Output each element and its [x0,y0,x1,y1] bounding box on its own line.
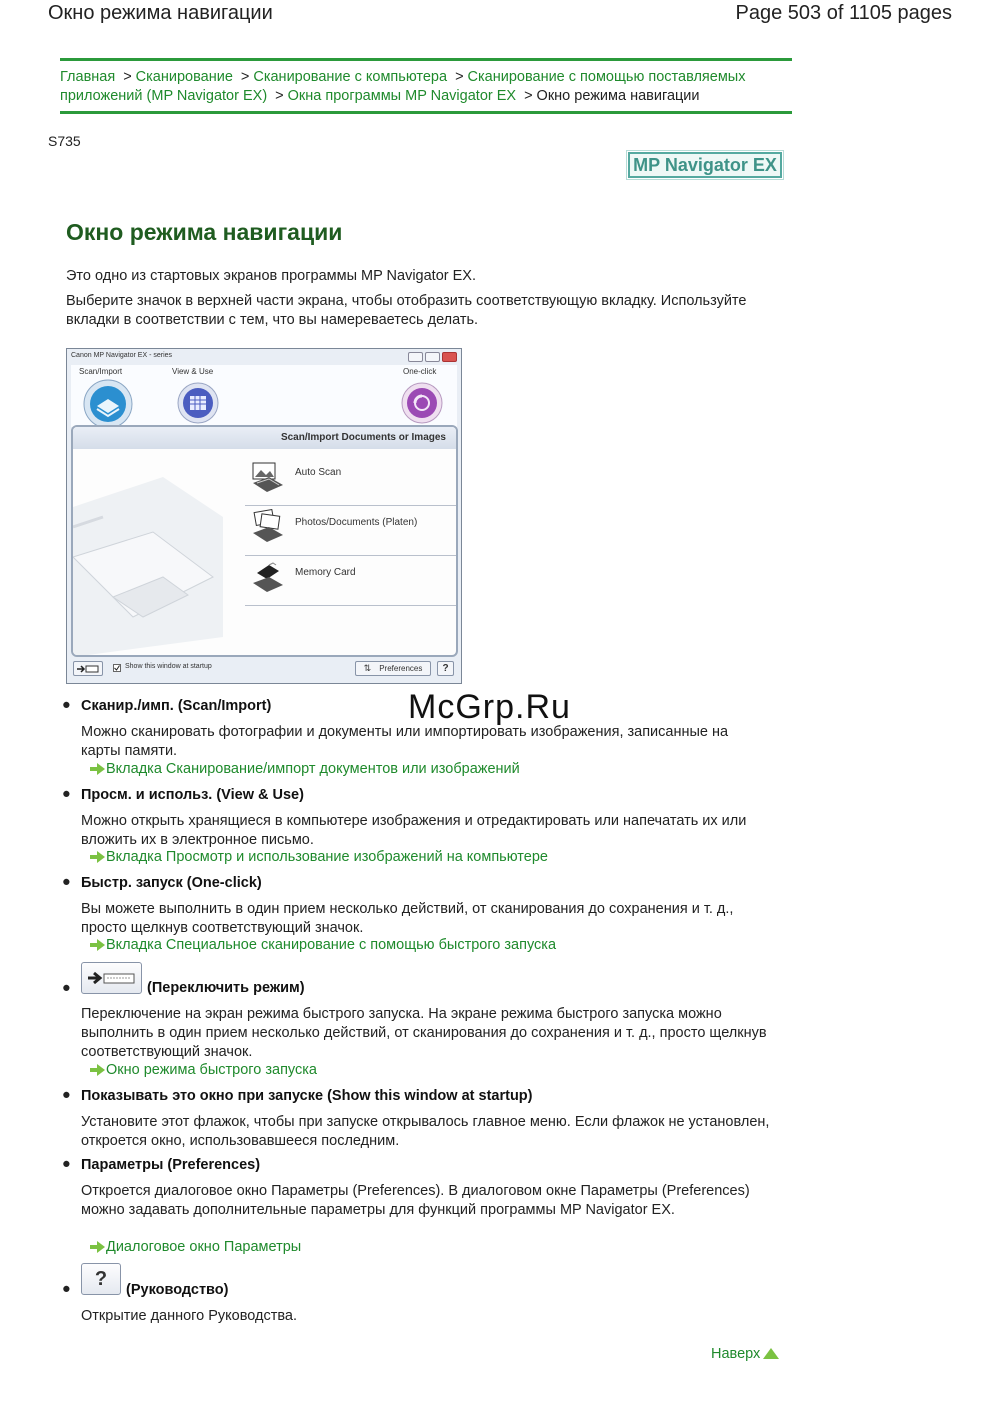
bullet: ● [62,1281,71,1297]
breadcrumb-separator: > [275,88,284,104]
breadcrumb-link-home[interactable]: Главная [60,69,116,85]
one-click-tab-icon [401,382,443,424]
item-preferences-link[interactable] [81,1239,301,1255]
help-button-screenshot: ? [437,661,454,676]
item-view-use-link-text[interactable]: Вкладка Просмотр и использование изображений на компьютере [106,849,548,865]
item-switch-mode-link[interactable] [81,1062,317,1078]
photos-documents-icon [249,509,285,545]
scanner-illustration [73,467,223,657]
preferences-label: Preferences [379,664,423,673]
back-to-top-link[interactable] [711,1346,779,1362]
window-footer [71,659,457,679]
item-view-use-link[interactable] [81,849,548,865]
tab-scan-import-label: Scan/Import [79,367,123,376]
tab-view-use-label: View & Use [172,367,214,376]
item-view-use-title: Просм. и использ. (View & Use) [81,787,304,803]
scan-import-tab-icon [83,379,133,429]
bullet: ● [62,1156,71,1172]
navigator-window-screenshot [66,348,462,684]
option-memory-card [245,557,457,606]
arrow-icon [97,939,105,951]
preferences-icon: ⇅ [363,663,372,673]
bullet: ● [62,786,71,802]
breadcrumb-separator: > [240,69,250,85]
breadcrumb-separator: > [455,69,464,85]
mode-tabs [71,365,457,427]
breadcrumb-current: Окно режима навигации [536,88,700,104]
startup-checkbox-icon [113,664,121,672]
item-switch-mode-link-text[interactable]: Окно режима быстрого запуска [106,1062,317,1078]
view-use-tab-icon [177,382,219,424]
breadcrumb-separator: > [123,69,132,85]
item-preferences-desc: Откроется диалоговое окно Параметры (Preferences). В диалоговом окне Параметры (Preferences) можно задавать дополнительные параметры для функций программы MP Navigator EX. [81,1183,750,1218]
item-scan-import-link-text[interactable]: Вкладка Сканирование/импорт документов или изображений [106,761,520,777]
up-arrow-icon [763,1348,779,1359]
item-switch-mode-title: (Переключить режим) [147,980,305,996]
item-one-click-desc: Вы можете выполнить в один прием несколько действий, от сканирования до сохранения и т. д., просто щелкнув соответствующий значок. [81,901,734,936]
page-header-title: Окно режима навигации [48,2,273,24]
page-counter: Page 503 of 1105 pages [735,2,952,24]
item-one-click-link[interactable] [81,937,556,953]
item-view-use-desc: Можно открыть хранящиеся в компьютере изображения и отредактировать или напечатать их или вложить их в электронное письмо. [81,813,747,848]
intro-paragraph-2: Выберите значок в верхней части экрана, чтобы отобразить соответствующую вкладку. Используйте вкладки в соответствии с тем, что вы намереваетесь делать. [66,293,747,328]
item-scan-import-desc: Можно сканировать фотографии и документы или импортировать изображения, записанные на карты памяти. [81,724,729,759]
page-title: Окно режима навигации [66,219,343,245]
breadcrumb-link-mp-navigator-windows[interactable]: Окна программы MP Navigator EX [287,88,517,104]
intro-paragraph-1: Это одно из стартовых экранов программы MP Navigator EX. [66,268,476,284]
bullet: ● [62,874,71,890]
watermark: McGrp.Ru [408,688,571,726]
item-show-window-title: Показывать это окно при запуске (Show this window at startup) [81,1088,533,1104]
breadcrumb-separator: > [524,88,533,104]
switch-mode-icon [82,963,143,995]
item-one-click-link-text[interactable]: Вкладка Специальное сканирование с помощью быстрого запуска [106,937,557,953]
auto-scan-label: Auto Scan [295,467,342,478]
item-switch-mode-desc: Переключение на экран режима быстрого запуска. На экране режима быстрого запуска можно выполнить в один прием несколько действий, от сканирования до сохранения и т. д., просто щелкнув соответствующий значок. [81,1006,767,1060]
product-badge: MP Navigator EX [628,152,782,178]
panel-title: Scan/Import Documents or Images [280,432,446,443]
arrow-icon [97,851,105,863]
auto-scan-icon [249,459,285,495]
scan-import-panel [71,425,458,657]
arrow-icon [97,1064,105,1076]
maximize-icon [425,352,440,362]
item-help-title: (Руководство) [126,1282,229,1298]
arrow-icon [97,763,105,775]
photos-documents-label: Photos/Documents (Platen) [295,517,418,528]
panel-header [73,427,456,449]
item-preferences-title: Параметры (Preferences) [81,1157,261,1173]
bullet: ● [62,1087,71,1103]
memory-card-icon [249,559,285,595]
preferences-button-screenshot [355,661,431,676]
option-photos-documents [245,507,457,556]
option-auto-scan [245,457,457,506]
breadcrumb [60,58,792,114]
help-button-image: ? [81,1263,121,1295]
item-show-window-desc: Установите этот флажок, чтобы при запуске открывалось главное меню. Если флажок не установлен, откроется окно, использовавшееся последним. [81,1114,770,1149]
bullet: ● [62,697,71,713]
bullet: ● [62,980,71,996]
back-to-top-label[interactable]: Наверх [711,1346,761,1362]
item-scan-import-link[interactable] [81,761,520,777]
item-preferences-link-text[interactable]: Диалоговое окно Параметры [106,1239,302,1255]
switch-mode-button-screenshot [73,661,103,676]
memory-card-label: Memory Card [295,567,356,578]
item-help-desc: Открытие данного Руководства. [81,1308,298,1324]
startup-checkbox-label: Show this window at startup [125,663,212,670]
breadcrumb-link-scan-with-apps[interactable]: Сканирование с помощью поставляемых приложений (MP Navigator EX) [60,69,746,104]
breadcrumb-link-scanning[interactable]: Сканирование [135,69,233,85]
minimize-icon [408,352,423,362]
item-scan-import-title: Сканир./имп. (Scan/Import) [81,698,272,714]
switch-mode-icon [76,664,100,674]
breadcrumb-link-scan-from-computer[interactable]: Сканирование с компьютера [253,69,448,85]
model-label: S735 [48,133,81,149]
tab-one-click-label: One-click [403,367,437,376]
window-controls [408,352,457,362]
arrow-icon [97,1241,105,1253]
item-one-click-title: Быстр. запуск (One-click) [81,875,262,891]
switch-mode-button-image [81,962,142,994]
close-icon [442,352,457,362]
window-title: Canon MP Navigator EX - series [71,352,173,359]
